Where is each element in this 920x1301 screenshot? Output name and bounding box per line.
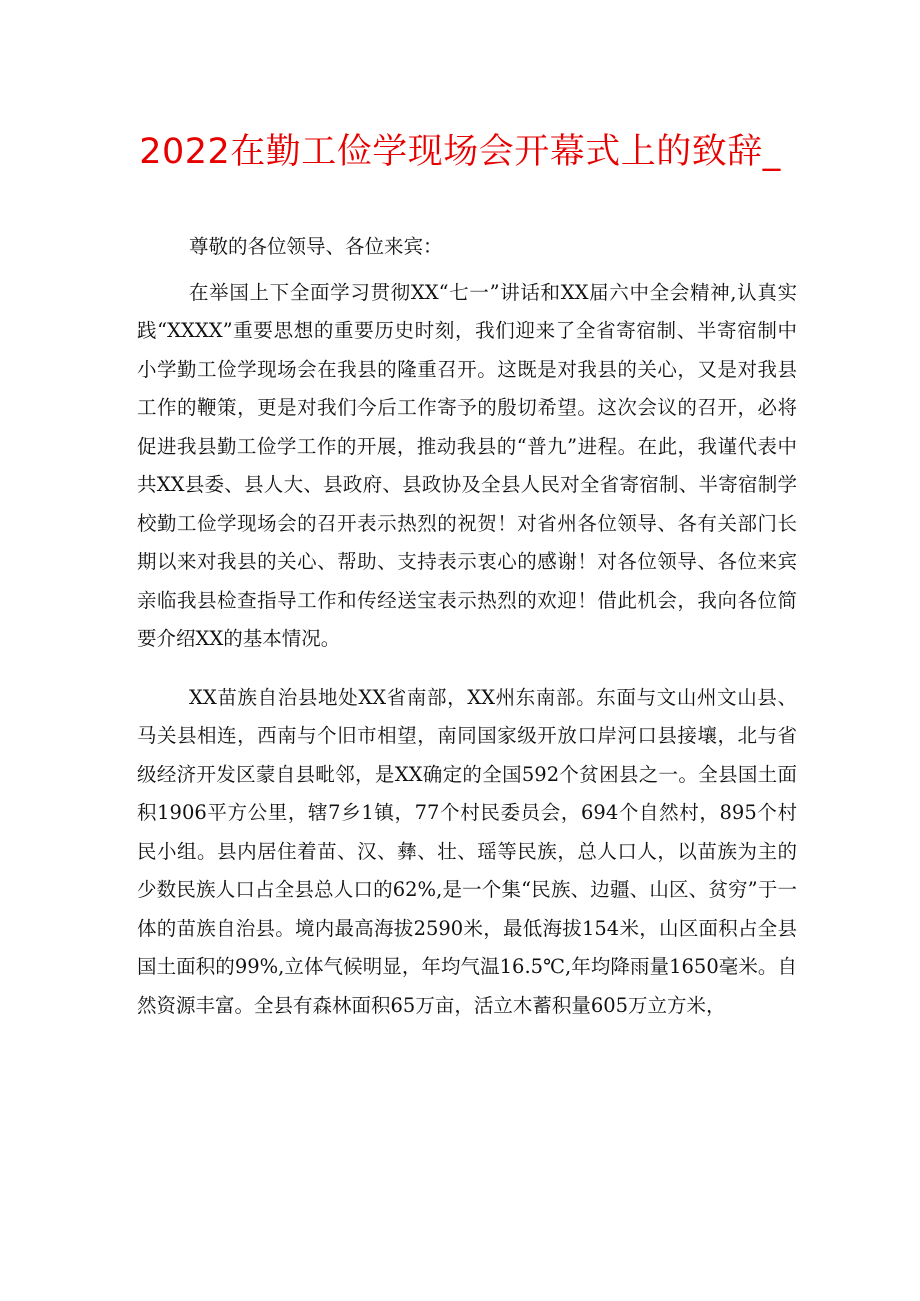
document-title: 2022在勤工俭学现场会开幕式上的致辞_ bbox=[139, 132, 781, 172]
salutation: 尊敬的各位领导、各位来宾： bbox=[189, 235, 443, 258]
document-body bbox=[137, 228, 797, 1032]
paragraph-1: 在举国上下全面学习贯彻XX“七一”讲话和XX届六中全会精神,认真实践“XXXX”重要思想的重要历史时刻，我们迎来了全省寄宿制、半寄宿制中小学勤工俭学现场会在我县的隆重召开。这既是对我县的关心，又是对我县工作的鞭策，更是对我们今后工作寄予的殷切希望。这次会议的召开，必将促进我县勤工俭学工作的开展，推动我县的“普九”进程。在此，我谨代表中共XX县委、县人大、县政府、县政协及全县人民对全省寄宿制、半寄宿制学校勤工俭学现场会的召开表示热烈的祝贺！对省州各位领导、各有关部门长期以来对我县的关心、帮助、支持表示衷心的感谢！对各位领导、各位来宾亲临我县检查指导工作和传经送宝表示热烈的欢迎！借此机会，我向各位简要介绍XX的基本情况。 bbox=[137, 280, 797, 650]
paragraph-2: XX苗族自治县地处XX省南部，XX州东南部。东面与文山州文山县、马关县相连，西南与个旧市相望，南同国家级开放口岸河口县接壤，北与省级经济开发区蒙自县毗邻，是XX确定的全国592个贫困县之一。全县国土面积1906平方公里，辖7乡1镇，77个村民委员会，694个自然村，895个村民小组。县内居住着苗、汉、彝、壮、瑶等民族，总人口人，以苗族为主的少数民族人口占全县总人口的62%,是一个集“民族、边疆、山区、贫穷”于一体的苗族自治县。境内最高海拔2590米，最低海拔154米，山区面积占全县国土面积的99%,立体气候明显，年均气温16.5℃,年均降雨量1650毫米。自然资源丰富。全县有森林面积65万亩，活立木蓄积量605万立方米， bbox=[137, 685, 797, 1017]
